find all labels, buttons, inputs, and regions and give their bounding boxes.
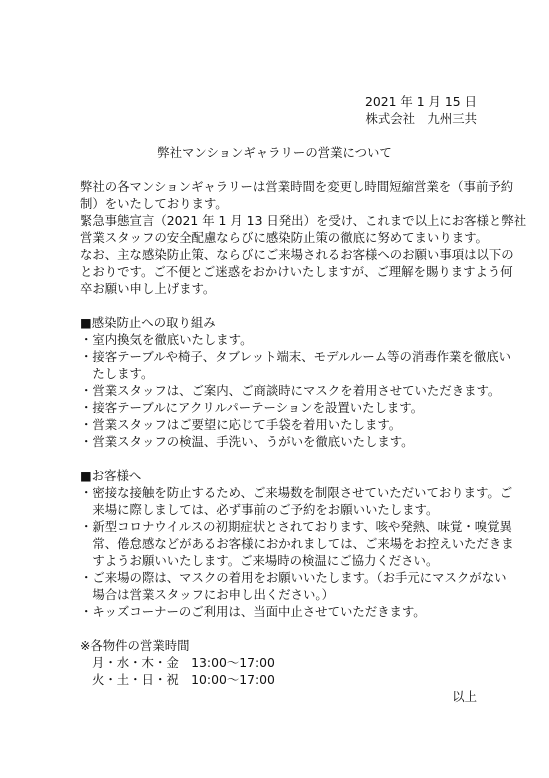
paragraph-line: とおりです。ご不便とご迷惑をおかけいたしますが、ご理解を賜りますよう何 — [80, 264, 513, 279]
list-item: ・接客テーブルや椅子、タブレット端末、モデルルーム等の消毒作業を徹底い — [80, 349, 512, 364]
list-item: ・新型コロナウイルスの初期症状とされております、咳や発熱、味覚・嗅覚異 — [80, 519, 512, 534]
paragraph-line: 緊急事態宣言（2021 年 1 月 13 日発出）を受け、これまで以上にお客様と弊社 — [80, 213, 527, 228]
list-item: ・キッズコーナーのご利用は、当面中止させていただきます。 — [80, 604, 426, 619]
list-item: ・ご来場の際は、マスクの着用をお願いいたします。（お手元にマスクがない — [80, 570, 507, 585]
list-item: ・営業スタッフはご要望に応じて手袋を着用いたします。 — [80, 417, 402, 432]
document-title: 弊社マンションギャラリーの営業について — [157, 145, 392, 160]
list-item: ・室内換気を徹底いたします。 — [80, 332, 253, 347]
paragraph-line: 営業スタッフの安全配慮ならびに感染防止策の徹底に努めてまいります。 — [80, 230, 488, 245]
paragraph-line: 弊社の各マンションギャラリーは営業時間を変更し時間短縮営業を（事前予約 — [80, 179, 514, 194]
section-heading: ■感染防止への取り組み — [80, 315, 216, 330]
hours-line: 月・水・木・金 13:00～17:00 — [92, 655, 275, 670]
list-item: ・接客テーブルにアクリルパーテーションを設置いたします。 — [80, 400, 424, 415]
hours-heading: ※各物件の営業時間 — [80, 638, 190, 653]
list-item: 場合は営業スタッフにお申し出ください。） — [80, 587, 335, 602]
list-item: ・密接な接触を防止するため、ご来場数を制限させていただいております。ご — [80, 485, 513, 500]
document-date: 2021 年 1 月 15 日 — [364, 94, 477, 109]
list-item: すようお願いいたします。ご来場時の検温にご協力ください。 — [80, 553, 439, 568]
closing-mark: 以上 — [452, 689, 477, 704]
list-item: ・営業スタッフの検温、手洗い、うがいを徹底いたします。 — [80, 434, 414, 449]
list-item: ・営業スタッフは、ご案内、ご商談時にマスクを着用させていただきます。 — [80, 383, 501, 398]
section-heading: ■お客様へ — [80, 468, 142, 483]
paragraph-line: 卒お願い申し上げます。 — [80, 281, 216, 296]
list-item: 来場に際しましては、必ず事前のご予約をお願いいたします。 — [80, 502, 439, 517]
paragraph-line: なお、主な感染防止策、ならびにご来場されるお客様へのお願い事項は以下の — [80, 247, 514, 262]
list-item: たします。 — [80, 366, 154, 381]
paragraph-line: 制）をいたしております。 — [80, 196, 228, 211]
hours-line: 火・土・日・祝 10:00～17:00 — [92, 672, 275, 687]
list-item: 常、倦怠感などがあるお客様におかれましては、ご来場をお控えいただきま — [80, 536, 514, 551]
company-name: 株式会社 九州三共 — [365, 111, 477, 126]
